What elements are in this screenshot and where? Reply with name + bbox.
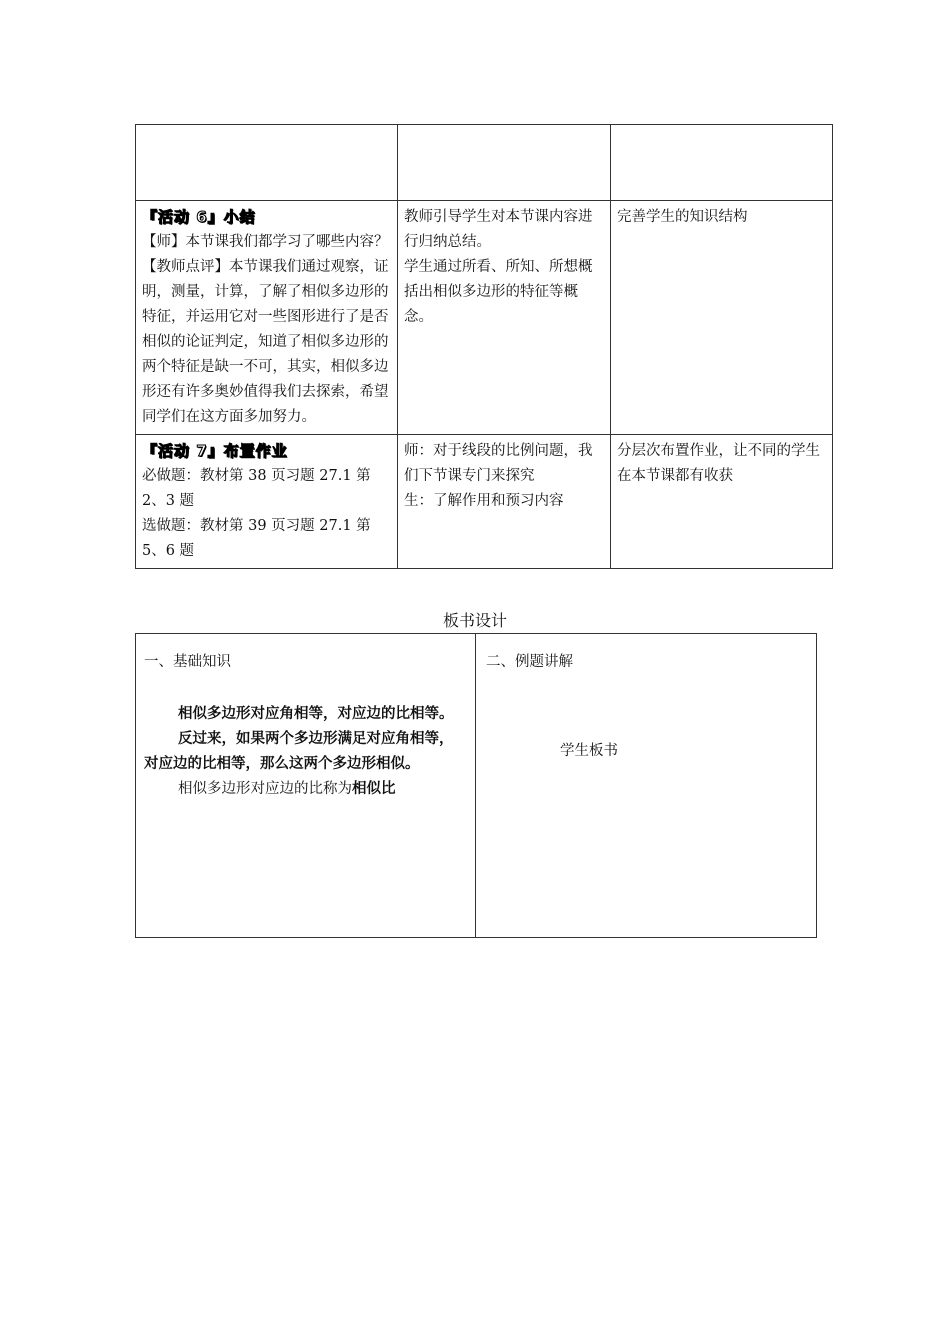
board-para-1: 相似多边形对应角相等，对应边的比相等。: [178, 705, 454, 722]
activity7-intent: [611, 435, 833, 569]
activity7-teacher-student: [398, 435, 611, 569]
board-right-heading: 二、例题讲解: [486, 654, 573, 670]
activity6-teacher-student: [398, 201, 611, 435]
activity6-intent: [611, 201, 833, 435]
activity7-teacher-text: 师：对于线段的比例问题，我们下节课专门来探究: [404, 443, 593, 484]
table-row: [136, 125, 833, 201]
activity6-comment: 【教师点评】本节课我们通过观察，证明，测量，计算，了解了相似多边形的特征，并运用它对一些图形进行了是否相似的论证判定，知道了相似多边形的两个特征是缺一不可，其实，相似多边形还有许多奥妙值得我们去探索，希望同学们在这方面多加努力。: [142, 259, 389, 425]
activity6-student-text: 学生通过所看、所知、所想概括出相似多边形的特征等概念。: [404, 259, 593, 325]
activity6-intent-text: 完善学生的知识结构: [617, 209, 748, 225]
activity7-intent-text: 分层次布置作业，让不同的学生在本节课都有收获: [617, 443, 820, 484]
board-para-3: [144, 776, 465, 802]
activity7-title: 『活动 7』布置作业: [142, 442, 288, 460]
board-para-3-term: 相似比: [352, 780, 396, 797]
board-left-heading: 一、基础知识: [144, 654, 231, 670]
board-right-column: [476, 634, 817, 938]
activity7-content: [136, 435, 398, 569]
board-left-column: [136, 634, 476, 938]
table-row: [136, 634, 817, 938]
lesson-table: [135, 124, 833, 569]
activity6-content: [136, 201, 398, 435]
activity7-optional: 选做题：教材第 39 页习题 27.1 第 5、6 题: [142, 518, 371, 559]
board-para-2: 反过来，如果两个多边形满足对应角相等，对应边的比相等，那么这两个多边形相似。: [144, 730, 454, 772]
activity7-student-text: 生：了解作用和预习内容: [404, 493, 564, 509]
table-row-activity6: [136, 201, 833, 435]
activity7-required: 必做题：教材第 38 页习题 27.1 第 2、3 题: [142, 468, 371, 509]
table-cell: [611, 125, 833, 201]
table-row-activity7: [136, 435, 833, 569]
board-design-table: [135, 633, 817, 938]
board-student-note: 学生板书: [560, 743, 618, 759]
activity6-teacher-text: 教师引导学生对本节课内容进行归纳总结。: [404, 209, 593, 250]
table-cell: [398, 125, 611, 201]
activity6-question: 【师】本节课我们都学习了哪些内容？: [142, 234, 389, 250]
activity6-title: 『活动 6』小结: [142, 208, 256, 226]
board-design-title: 板书设计: [442, 611, 507, 630]
board-para-3-prefix: 相似多边形对应边的比称为: [178, 781, 352, 797]
table-cell: [136, 125, 398, 201]
